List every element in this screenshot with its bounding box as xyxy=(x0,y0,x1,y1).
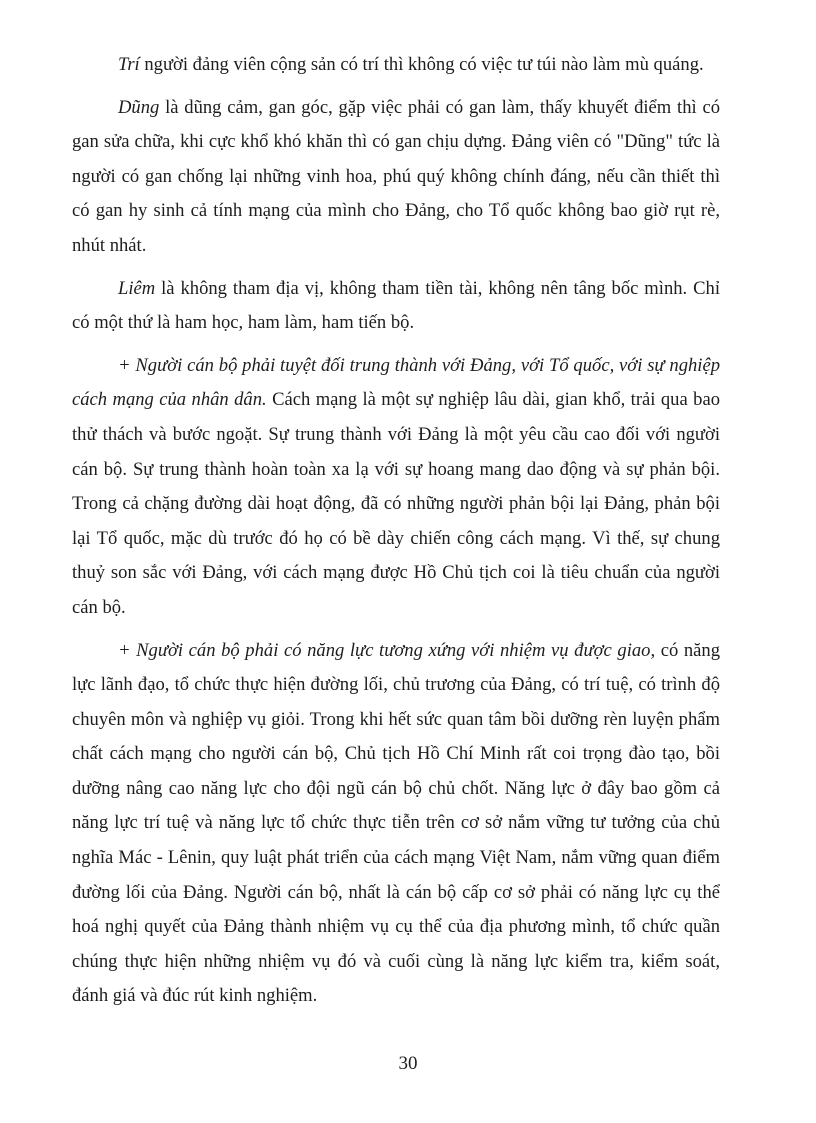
paragraph-tri xyxy=(72,48,720,83)
term-dung: Dũng xyxy=(118,96,160,118)
term-tri: Trí xyxy=(118,54,140,75)
paragraph-text: người đảng viên cộng sản có trí thì không có việc tư túi nào làm mù quáng. xyxy=(139,54,704,75)
page-number: 30 xyxy=(398,1053,418,1074)
paragraph-capability xyxy=(72,634,720,1015)
heading-capability: + Người cán bộ phải có năng lực tương xứng với nhiệm vụ được giao, xyxy=(118,639,656,661)
paragraph-text: là dũng cảm, gan góc, gặp việc phải có gan làm, thấy khuyết điểm thì có gan sửa chữa, khi cực khổ khó khăn thì có gan chịu dựng. Đảng viên có "Dũng" tức là người có gan chống lại những vinh hoa, phú quý không chính đáng, nếu cần thiết thì có gan hy sinh cả tính mạng của mình cho Đảng, cho Tổ quốc không bao giờ rụt rè, nhút nhát. xyxy=(72,96,720,256)
paragraph-loyalty xyxy=(72,349,720,626)
paragraph-text: Cách mạng là một sự nghiệp lâu dài, gian khổ, trải qua bao thử thách và bước ngoặt. Sự trung thành với Đảng là một yêu cầu cao đối với người cán bộ. Sự trung thành hoàn toàn xa lạ với sự hoang mang dao động và sự phản bội. Trong cả chặng đường dài hoạt động, đã có những người phản bội lại Đảng, phản bội lại Tổ quốc, mặc dù trước đó họ có bề dày chiến công cách mạng. Vì thế, sự chung thuỷ son sắc với Đảng, với cách mạng được Hồ Chủ tịch coi là tiêu chuẩn của người cán bộ. xyxy=(72,389,720,618)
paragraph-liem xyxy=(72,272,720,341)
paragraph-text: có năng lực lãnh đạo, tổ chức thực hiện đường lối, chủ trương của Đảng, có trí tuệ, có trình độ chuyên môn và nghiệp vụ giỏi. Trong khi hết sức quan tâm bồi dưỡng rèn luyện phẩm chất cách mạng cho người cán bộ, Chủ tịch Hồ Chí Minh rất coi trọng đào tạo, bồi dưỡng nâng cao năng lực cho đội ngũ cán bộ chủ chốt. Năng lực ở đây bao gồm cả năng lực trí tuệ và năng lực tổ chức thực tiễn trên cơ sở nắm vững tư tưởng của chủ nghĩa Mác - Lênin, quy luật phát triển của cách mạng Việt Nam, nắm vững quan điểm đường lối của Đảng. Người cán bộ, nhất là cán bộ cấp cơ sở phải có năng lực cụ thể hoá nghị quyết của Đảng thành nhiệm vụ cụ thể của địa phương mình, tổ chức quần chúng thực hiện những nhiệm vụ đó và cuối cùng là năng lực kiểm tra, kiểm soát, đánh giá và đúc rút kinh nghiệm. xyxy=(72,639,720,1007)
page-body xyxy=(72,48,720,1022)
term-liem: Liêm xyxy=(118,277,156,299)
heading-loyalty: + Người cán bộ phải tuyệt đối trung thành với Đảng, với Tổ quốc, với sự nghiệp cách mạng của nhân dân. xyxy=(72,354,720,411)
paragraph-text: là không tham địa vị, không tham tiền tài, không nên tâng bốc mình. Chỉ có một thứ là ham học, ham làm, ham tiến bộ. xyxy=(72,277,720,334)
paragraph-dung xyxy=(72,91,720,264)
